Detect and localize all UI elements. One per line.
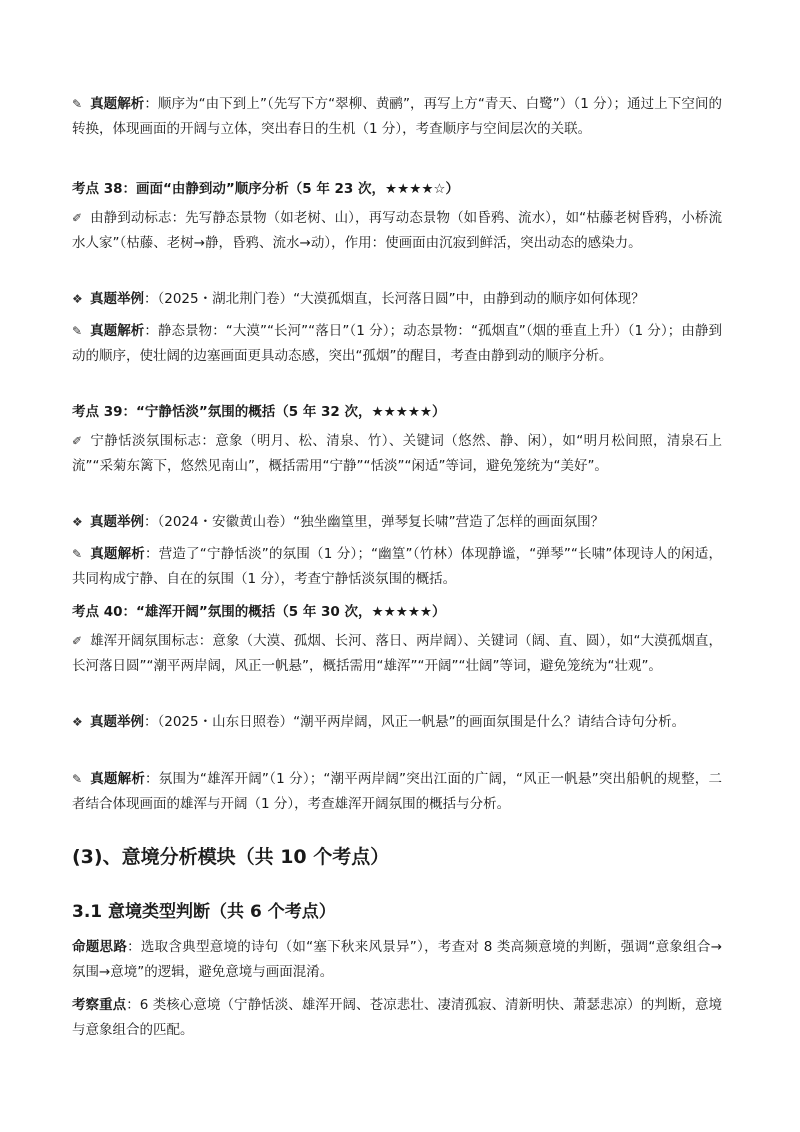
kp38-example: ❖ 真题举例：（2025・湖北荆门卷）“大漠孤烟直，长河落日圆”中，由静到动的顺序如何体现？ — [72, 287, 722, 312]
diamond-icon: ❖ — [72, 515, 83, 529]
analysis-label: 真题解析 — [90, 96, 145, 112]
kp38-analysis: ✎ 真题解析：静态景物：“大漠”“长河”“落日”（1 分）；动态景物：“孤烟直”（烟的垂直上升）（1 分）；由静到动的顺序，使壮阔的边塞画面更具动态感，突出“孤烟”的醒目，考查由静到动的顺序分析。 — [72, 319, 722, 369]
pencil-icon: ✎ — [72, 772, 83, 786]
section-heading: 3.1 意境类型判断（共 6 个考点） — [72, 902, 336, 922]
kp39-example: ❖ 真题举例：（2024・安徽黄山卷）“独坐幽篁里，弹琴复长啸”营造了怎样的画面氛围？ — [72, 510, 722, 535]
kp37-analysis — [72, 92, 722, 142]
pencil-alt-icon: ✐ — [72, 634, 83, 648]
diamond-icon: ❖ — [72, 292, 83, 306]
pencil-icon: ✎ — [72, 97, 83, 111]
kp38-title: 考点 38：画面“由静到动”顺序分析（5 年 23 次，★★★★☆） — [72, 181, 460, 197]
module-heading: (3)、意境分析模块（共 10 个考点） — [72, 846, 390, 868]
kp38-description: ✐ 由静到动标志：先写静态景物（如老树、山），再写动态景物（如昏鸦、流水），如“枯藤老树昏鸦，小桥流水人家”（枯藤、老树→静，昏鸦、流水→动），作用：使画面由沉寂到鲜活，突出动态的感染力。 — [72, 206, 722, 256]
exam-focus: 考察重点：6 类核心意境（宁静恬淡、雄浑开阔、苍凉悲壮、凄清孤寂、清新明快、萧瑟悲凉）的判断，意境与意象组合的匹配。 — [72, 997, 723, 1038]
pencil-alt-icon: ✐ — [72, 434, 83, 448]
analysis-text: ：顺序为“由下到上”（先写下方“翠柳、黄鹂”，再写上方“青天、白鹭”）（1 分）；通过上下空间的转换，体现画面的开阔与立体，突出春日的生机（1 分），考查顺序与空间层次的关联。 — [72, 96, 723, 137]
pencil-icon: ✎ — [72, 324, 83, 338]
proposition-idea: 命题思路：选取含典型意境的诗句（如“塞下秋来风景异”），考查对 8 类高频意境的判断，强调“意象组合→氛围→意境”的逻辑，避免意境与画面混淆。 — [72, 939, 723, 980]
kp40-analysis: ✎ 真题解析：氛围为“雄浑开阔”（1 分）；“潮平两岸阔”突出江面的广阔，“风正一帆悬”突出船帆的规整，二者结合体现画面的雄浑与开阔（1 分），考查雄浑开阔氛围的概括与分析。 — [72, 767, 722, 817]
pencil-icon: ✎ — [72, 547, 83, 561]
kp39-analysis: ✎ 真题解析：营造了“宁静恬淡”的氛围（1 分）；“幽篁”（竹林）体现静谧，“弹琴”“长啸”体现诗人的闲适，共同构成宁静、自在的氛围（1 分），考查宁静恬淡氛围的概括。 — [72, 542, 722, 592]
kp39-description: ✐ 宁静恬淡氛围标志：意象（明月、松、清泉、竹）、关键词（悠然、静、闲），如“明月松间照，清泉石上流”“采菊东篱下，悠然见南山”，概括需用“宁静”“恬淡”“闲适”等词，避免笼统为“美好”。 — [72, 429, 722, 479]
kp39-title: 考点 39：“宁静恬淡”氛围的概括（5 年 32 次，★★★★★） — [72, 404, 446, 420]
diamond-icon: ❖ — [72, 715, 83, 729]
kp40-description: ✐ 雄浑开阔氛围标志：意象（大漠、孤烟、长河、落日、两岸阔）、关键词（阔、直、圆），如“大漠孤烟直，长河落日圆”“潮平两岸阔，风正一帆悬”，概括需用“雄浑”“开阔”“壮阔”等词，避免笼统为“壮观”。 — [72, 629, 722, 679]
kp40-title: 考点 40：“雄浑开阔”氛围的概括（5 年 30 次，★★★★★） — [72, 604, 446, 620]
kp40-example: ❖ 真题举例：（2025・山东日照卷）“潮平两岸阔，风正一帆悬”的画面氛围是什么？请结合诗句分析。 — [72, 710, 722, 735]
pencil-alt-icon: ✐ — [72, 211, 83, 225]
